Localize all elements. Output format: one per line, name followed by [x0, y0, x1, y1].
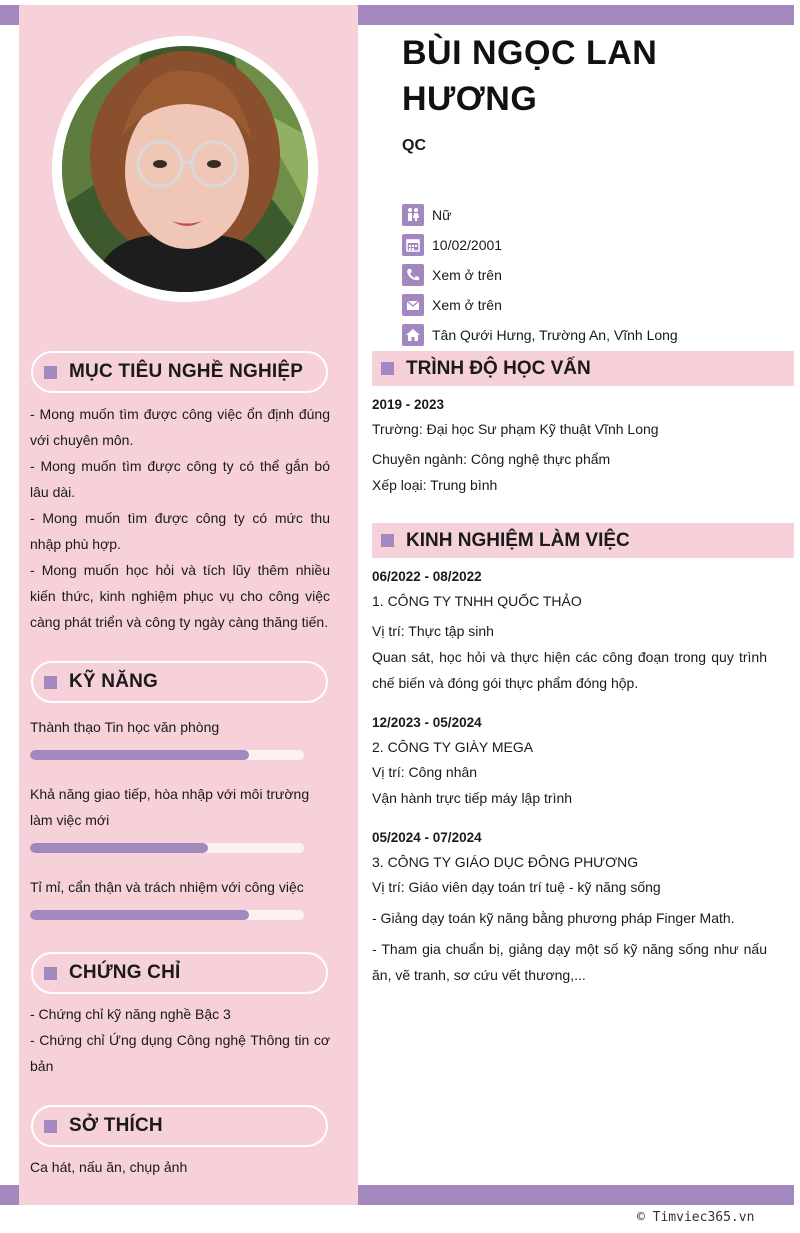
certificates-text [30, 1001, 330, 1079]
square-bullet-icon [44, 366, 57, 379]
education-school: Trường: Đại học Sư phạm Kỹ thuật Vĩnh Long [372, 421, 659, 437]
experience-position: Vị trí: Công nhân [372, 764, 478, 780]
objective-heading: MỤC TIÊU NGHỀ NGHIỆP [31, 351, 328, 393]
bottom-bar-left [0, 1185, 19, 1205]
certificate-item: - Chứng chỉ kỹ năng nghề Bậc 3 [30, 1006, 231, 1022]
certificates-heading: CHỨNG CHỈ [31, 952, 328, 994]
avatar [62, 46, 308, 292]
skill-bar-fill [30, 910, 249, 920]
bottom-bar-right [358, 1185, 794, 1205]
square-bullet-icon [44, 676, 57, 689]
email-icon [402, 294, 424, 316]
square-bullet-icon [44, 967, 57, 980]
home-icon [402, 324, 424, 346]
gender-icon [402, 204, 424, 226]
experience-detail: Vận hành trực tiếp máy lập trình [372, 790, 573, 806]
info-text: 10/02/2001 [432, 237, 503, 253]
info-text: Xem ở trên [432, 297, 502, 313]
hobbies-heading: SỞ THÍCH [31, 1105, 328, 1147]
candidate-role: QC [402, 137, 426, 154]
info-text: Nữ [432, 207, 452, 223]
footer-copyright: © Timviec365.vn [637, 1210, 755, 1225]
info-email [402, 294, 502, 316]
experience-detail: - Tham gia chuẩn bị, giảng dạy một số kỹ năng sống như nấu ăn, vẽ tranh, sơ cứu vết thương,... [372, 941, 767, 983]
info-address [402, 324, 678, 346]
certificate-item: - Chứng chỉ Ứng dụng Công nghệ Thông tin cơ bản [30, 1032, 330, 1074]
square-bullet-icon [381, 362, 394, 375]
info-gender [402, 204, 451, 226]
skill-bar-fill [30, 750, 249, 760]
education-major: Chuyên ngành: Công nghệ thực phẩm [372, 451, 611, 467]
top-bar-left [0, 5, 19, 25]
objective-text [30, 401, 330, 635]
skill-bar [30, 910, 304, 920]
skill-bar [30, 750, 304, 760]
experience-company: 3. CÔNG TY GIÁO DỤC ĐÔNG PHƯƠNG [372, 854, 639, 870]
experience-company: 2. CÔNG TY GIÀY MEGA [372, 739, 534, 755]
objective-item: - Mong muốn tìm được công ty có mức thu nhập phù hợp. [30, 510, 330, 552]
experience-company: 1. CÔNG TY TNHH QUỐC THẢO [372, 593, 582, 609]
skill-bar-fill [30, 843, 208, 853]
candidate-name: BÙI NGỌC LAN HƯƠNG [402, 34, 658, 118]
info-phone [402, 264, 502, 286]
info-text: Tân Qưới Hưng, Trường An, Vĩnh Long [432, 327, 678, 343]
experience-position: Vị trí: Giáo viên dạy toán trí tuệ - kỹ năng sống [372, 879, 661, 895]
education-grade: Xếp loại: Trung bình [372, 477, 498, 493]
experience-detail: Quan sát, học hỏi và thực hiện các công đoạn trong quy trình chế biến và đóng gói thực phẩm đóng hộp. [372, 649, 767, 691]
education-heading: TRÌNH ĐỘ HỌC VẤN [372, 351, 794, 386]
experience-period: 12/2023 - 05/2024 [372, 715, 482, 730]
info-text: Xem ở trên [432, 267, 502, 283]
objective-item: - Mong muốn tìm được công ty có thể gắn bó lâu dài. [30, 458, 330, 500]
experience-period: 06/2022 - 08/2022 [372, 569, 482, 584]
skill-bar [30, 843, 304, 853]
experience-detail: - Giảng dạy toán kỹ năng bằng phương pháp Finger Math. [372, 910, 735, 926]
skill-name: Khả năng giao tiếp, hòa nhập với môi trường làm việc mới [30, 786, 310, 828]
objective-item: - Mong muốn tìm được công việc ổn định đúng với chuyên môn. [30, 406, 330, 448]
square-bullet-icon [381, 534, 394, 547]
education-period: 2019 - 2023 [372, 397, 445, 412]
skill-name: Thành thạo Tin học văn phòng [30, 719, 220, 735]
skill-name: Tỉ mỉ, cẩn thận và trách nhiệm với công việc [30, 879, 304, 895]
top-bar-right [358, 5, 794, 25]
info-birthday [402, 234, 502, 256]
objective-item: - Mong muốn học hỏi và tích lũy thêm nhiều kiến thức, kinh nghiệm phục vụ cho công việc càng phát triển và công ty ngày càng thăng tiến. [30, 562, 330, 630]
experience-period: 05/2024 - 07/2024 [372, 830, 482, 845]
skills-heading: KỸ NĂNG [31, 661, 328, 703]
calendar-icon [402, 234, 424, 256]
experience-heading: KINH NGHIỆM LÀM VIỆC [372, 523, 794, 558]
hobbies-text: Ca hát, nấu ăn, chụp ảnh [30, 1159, 188, 1175]
square-bullet-icon [44, 1120, 57, 1133]
phone-icon [402, 264, 424, 286]
experience-position: Vị trí: Thực tập sinh [372, 623, 494, 639]
